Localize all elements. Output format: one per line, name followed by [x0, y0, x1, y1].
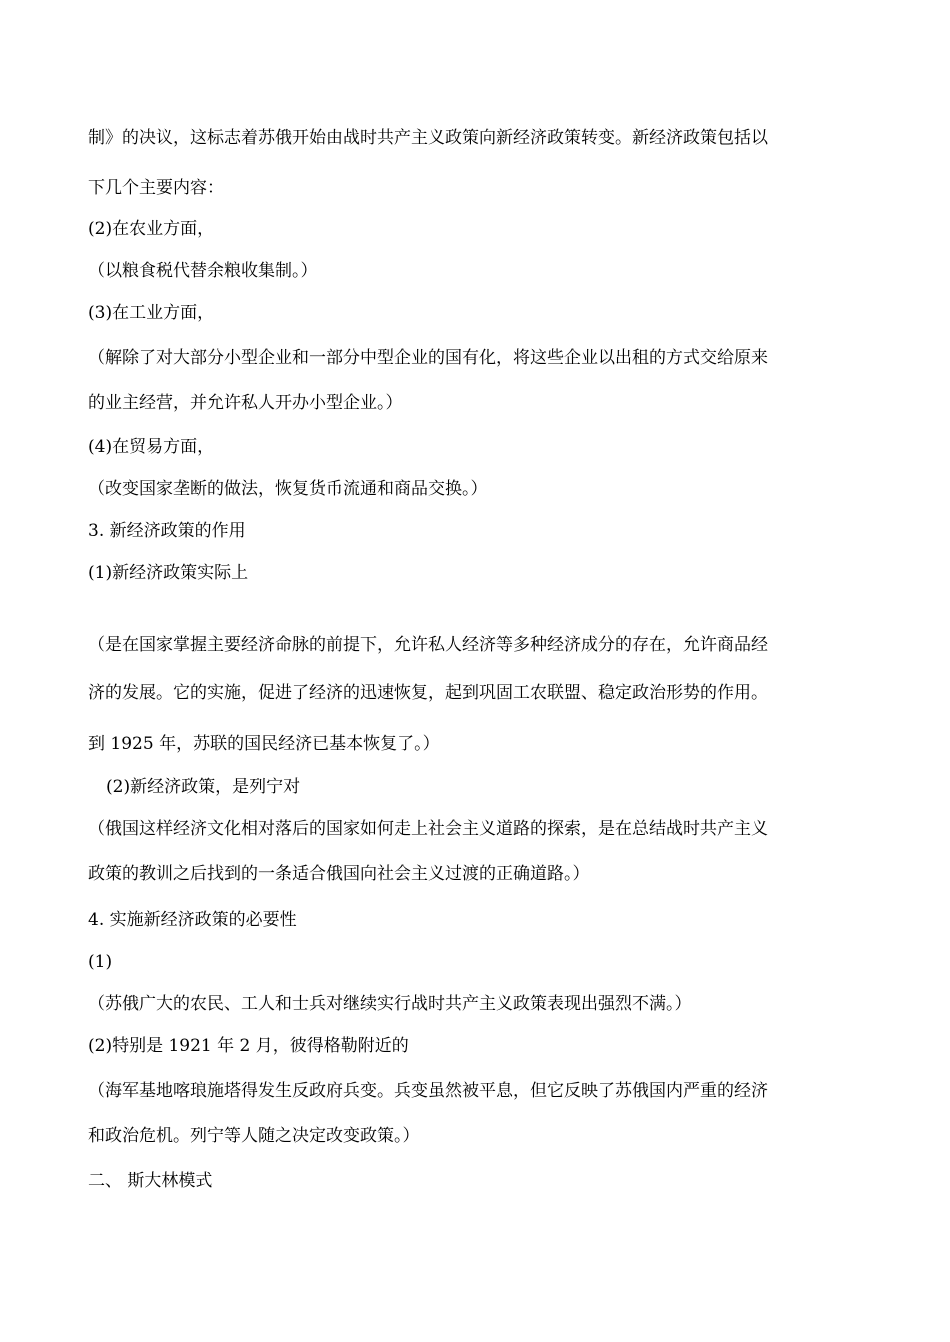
subheading-industry: (3)在工业方面，: [88, 303, 215, 323]
section-heading: 4. 实施新经济政策的必要性: [88, 910, 297, 930]
subheading-nep-essence: (1)新经济政策实际上: [88, 563, 249, 583]
subheading-agriculture: (2)在农业方面，: [88, 219, 215, 239]
answer-line: （以粮食税代替余粮收集制。）: [88, 261, 318, 281]
answer-line: 的业主经营，并允许私人开办小型企业。）: [88, 393, 403, 413]
answer-line: 和政治危机。列宁等人随之决定改变政策。）: [88, 1126, 420, 1146]
subheading-trade: (4)在贸易方面，: [88, 437, 215, 457]
section-heading: 3. 新经济政策的作用: [88, 521, 246, 541]
answer-line: （解除了对大部分小型企业和一部分中型企业的国有化，将这些企业以出租的方式交给原来: [88, 348, 768, 368]
answer-line: 到 1925 年，苏联的国民经济已基本恢复了。）: [88, 734, 440, 754]
answer-line: （是在国家掌握主要经济命脉的前提下，允许私人经济等多种经济成分的存在，允许商品经: [88, 635, 768, 655]
answer-line: （海军基地喀琅施塔得发生反政府兵变。兵变虽然被平息，但它反映了苏俄国内严重的经济: [88, 1081, 768, 1101]
subheading-nep-lenin: (2)新经济政策，是列宁对: [106, 777, 301, 797]
chapter-heading: 二、 斯大林模式: [88, 1171, 213, 1191]
answer-line: （苏俄广大的农民、工人和士兵对继续实行战时共产主义政策表现出强烈不满。）: [88, 994, 692, 1014]
answer-line: 政策的教训之后找到的一条适合俄国向社会主义过渡的正确道路。）: [88, 864, 590, 884]
paragraph-line: 制》的决议，这标志着苏俄开始由战时共产主义政策向新经济政策转变。新经济政策包括以: [88, 128, 768, 148]
answer-line: （俄国这样经济文化相对落后的国家如何走上社会主义道路的探索，是在总结战时共产主义: [88, 819, 768, 839]
answer-line: 济的发展。它的实施，促进了经济的迅速恢复，起到巩固工农联盟、稳定政治形势的作用。: [88, 683, 768, 703]
subheading-item-2: (2)特别是 1921 年 2 月，彼得格勒附近的: [88, 1036, 409, 1056]
answer-line: （改变国家垄断的做法，恢复货币流通和商品交换。）: [88, 479, 488, 499]
subheading-item-1: (1): [88, 952, 113, 972]
paragraph-line: 下几个主要内容：: [88, 178, 224, 198]
